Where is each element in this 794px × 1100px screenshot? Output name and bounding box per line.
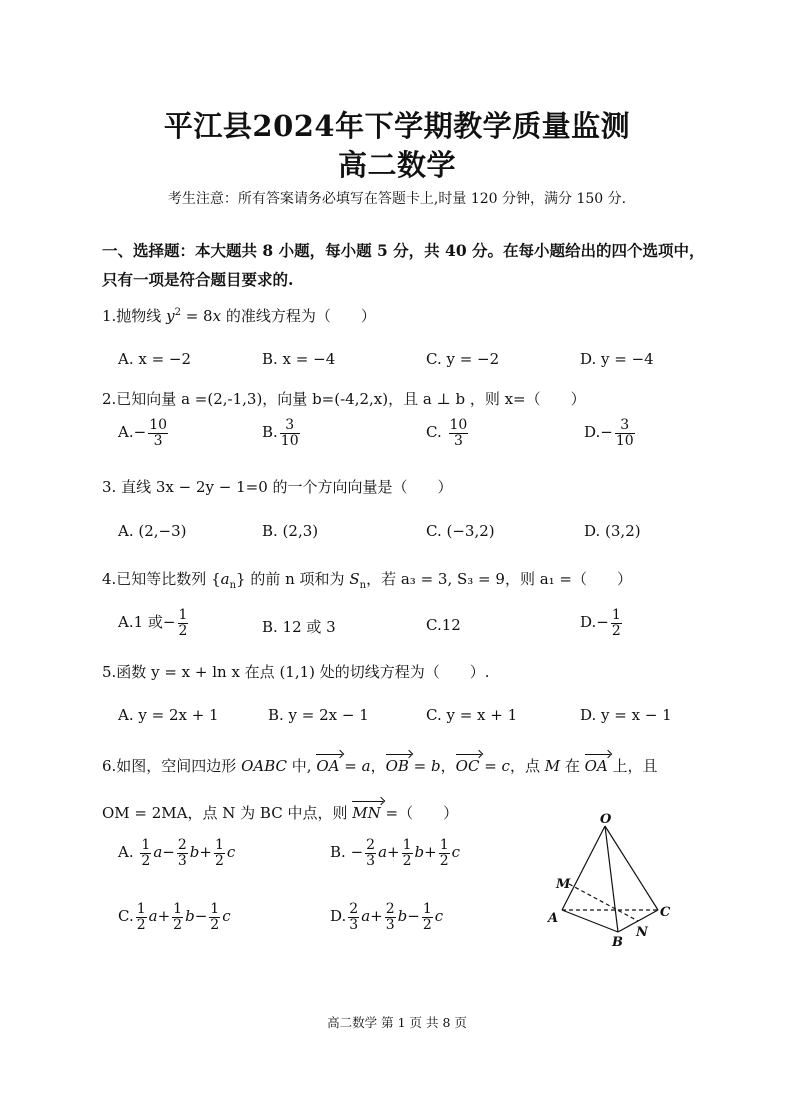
- edge-oc: [605, 826, 658, 910]
- label-n: N: [636, 925, 648, 940]
- exam-subtitle: 高二数学: [337, 148, 456, 182]
- label-a: A: [548, 911, 559, 926]
- question-5-stem: 5.函数 y = x + ln x 在点 (1,1) 处的切线方程为（ ）.: [102, 663, 490, 681]
- segment-mn: [569, 884, 638, 921]
- q4-option-c: C.12: [426, 616, 461, 634]
- q1-option-a: A. x = −2: [118, 350, 192, 368]
- q4-option-a: A.1 或− $\frac{1}{2}$: [118, 607, 188, 639]
- q3-option-b: B. (2,3): [262, 522, 319, 540]
- q5-option-c: C. y = x + 1: [426, 706, 518, 724]
- q1-option-d: D. y = −4: [580, 350, 654, 368]
- section-heading-line1: 一、选择题：本大题共 8 小题，每小题 5 分，共 40 分。在每小题给出的四个选项中，: [102, 241, 705, 260]
- q6-option-b: B. − $\frac{2}{3}$ a+ $\frac{1}{2}$ b+ $\frac{1}{2}$ c: [330, 837, 461, 869]
- q3-option-a: A. (2,−3): [118, 522, 187, 540]
- q6-option-c: C. $\frac{1}{2}$ a+ $\frac{1}{2}$ b− $\frac{1}{2}$ c: [118, 901, 231, 933]
- q6-option-a: A. $\frac{1}{2}$ a− $\frac{2}{3}$ b+ $\frac{1}{2}$ c: [118, 837, 236, 869]
- q2-option-d: D.− $\frac{3}{10}$: [584, 417, 634, 449]
- question-4-stem: 4.已知等比数列 $\{a_n\}$ 的前 n 项和为 $S_n$，若 a₃ = 3, S₃ = 9，则 a₁ =（ ）: [102, 570, 632, 591]
- question-6-stem-line2: OM = 2MA，点 N 为 BC 中点，则 MN =（ ）: [102, 804, 459, 822]
- page-footer: 高二数学 第 1 页 共 8 页: [327, 1015, 467, 1030]
- q1-option-c: C. y = −2: [426, 350, 500, 368]
- q3-option-c: C. (−3,2): [426, 522, 495, 540]
- q2-option-b: B. $\frac{3}{10}$: [262, 417, 299, 449]
- q4-option-d: D.− $\frac{1}{2}$: [580, 607, 621, 639]
- exam-title: 平江县2024年下学期教学质量监测: [163, 109, 631, 143]
- q3-option-d: D. (3,2): [584, 522, 641, 540]
- question-6-stem-line1: 6.如图，空间四边形 OABC 中, OA = a，OB = b，OC = c，点 M 在 OA 上，且: [102, 757, 658, 775]
- q2-option-c: C. $\frac{10}{3}$: [426, 417, 468, 449]
- question-1-stem: 1.抛物线 $y^2 = 8x$ 的准线方程为（ ）: [102, 307, 376, 325]
- label-b: B: [612, 935, 623, 950]
- question-2-stem: 2.已知向量 a =(2,-1,3)，向量 b=(-4,2,x)，且 a ⊥ b ，则 x=（ ）: [102, 390, 586, 408]
- section-heading-line2: 只有一项是符合题目要求的.: [102, 270, 294, 289]
- exam-notice: 考生注意：所有答案请务必填写在答题卡上,时量 120 分钟，满分 150 分.: [167, 191, 627, 207]
- edge-ab: [562, 910, 618, 932]
- label-o: O: [600, 812, 612, 827]
- q5-option-a: A. y = 2x + 1: [118, 706, 219, 724]
- q5-option-d: D. y = x − 1: [580, 706, 672, 724]
- edge-oa: [562, 826, 605, 910]
- q6-option-d: D. $\frac{2}{3}$ a+ $\frac{2}{3}$ b− $\frac{1}{2}$ c: [330, 901, 444, 933]
- question-3-stem: 3. 直线 3x − 2y − 1=0 的一个方向向量是（ ）: [102, 478, 453, 496]
- q1-option-b: B. x = −4: [262, 350, 336, 368]
- tetrahedron-figure: [540, 812, 680, 950]
- q2-option-a: A.− $\frac{10}{3}$: [118, 417, 168, 449]
- label-c: C: [660, 905, 671, 920]
- label-m: M: [556, 877, 571, 892]
- edge-ob: [605, 826, 618, 932]
- q4-option-b: B. 12 或 3: [262, 618, 336, 636]
- q5-option-b: B. y = 2x − 1: [268, 706, 369, 724]
